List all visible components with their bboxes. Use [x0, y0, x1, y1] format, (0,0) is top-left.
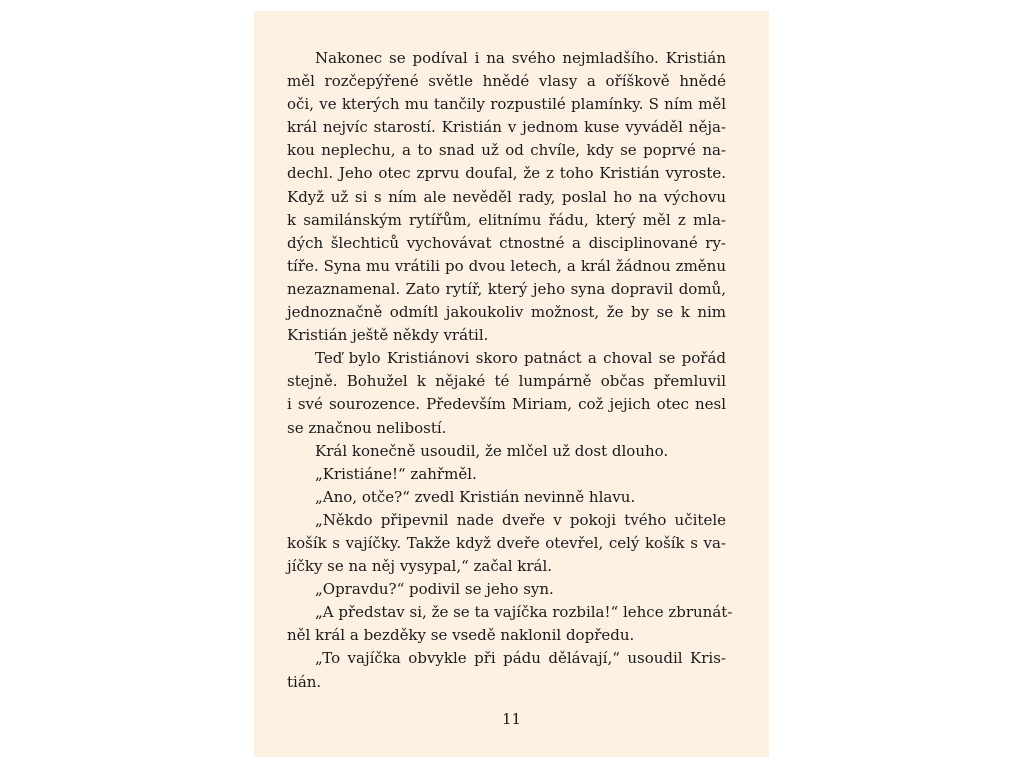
text-line: král nejvíc starostí. Kristián v jednom kuse vyváděl něja- — [287, 118, 726, 137]
book-page — [254, 11, 769, 757]
text-line: Když už si s ním ale nevěděl rady, poslal ho na výchovu — [287, 187, 726, 206]
text-line: Král konečně usoudil, že mlčel už dost dlouho. — [315, 441, 669, 460]
text-line: „Ano, otče?“ zvedl Kristián nevinně hlavu. — [315, 487, 636, 506]
page-number: 11 — [501, 710, 522, 728]
text-line: něl král a bezděky se vsedě naklonil dopředu. — [287, 626, 635, 645]
text-line: tián. — [287, 672, 322, 691]
text-line: Nakonec se podíval i na svého nejmladšího. Kristián — [315, 49, 726, 67]
text-line: dých šlechticů vychovávat ctnostné a disciplinované ry- — [287, 233, 726, 252]
text-line: „A představ si, že se ta vajíčka rozbila!“ lehce zbrunát- — [315, 603, 733, 622]
text-line: jednoznačně odmítl jakoukoliv možnost, že by se k nim — [287, 303, 726, 322]
text-line: nezaznamenal. Zato rytíř, který jeho syna dopravil domů, — [287, 279, 726, 298]
text-line: „Kristiáne!“ zahřměl. — [315, 464, 477, 483]
text-line: tíře. Syna mu vrátili po dvou letech, a král žádnou změnu — [287, 256, 726, 275]
text-line: jíčky se na něj vysypal,“ začal král. — [287, 557, 553, 576]
text-line: „To vajíčka obvykle při pádu dělávají,“ usoudil Kris- — [315, 649, 726, 668]
text-line: se značnou nelibostí. — [287, 418, 447, 437]
text-line: Kristián ještě někdy vrátil. — [287, 326, 489, 345]
text-line: i své sourozence. Především Miriam, což jejich otec nesl — [287, 395, 726, 414]
text-line: Teď bylo Kristiánovi skoro patnáct a choval se pořád — [315, 349, 726, 368]
text-line: „Opravdu?“ podivil se jeho syn. — [315, 580, 554, 599]
text-line: dechl. Jeho otec zprvu doufal, že z toho Kristián vyroste. — [287, 164, 726, 183]
text-line: k samilánským rytířům, elitnímu řádu, který měl z mla- — [287, 210, 726, 229]
text-line: košík s vajíčky. Takže když dveře otevřel, celý košík s va- — [287, 533, 726, 552]
text-line: oči, ve kterých mu tančily rozpustilé plamínky. S ním měl — [287, 95, 726, 114]
body-text — [287, 47, 733, 694]
text-line: měl rozčepýřené světle hnědé vlasy a oříškově hnědé — [287, 72, 726, 91]
text-line: kou neplechu, a to snad už od chvíle, kdy se poprvé na- — [287, 141, 726, 160]
text-line: „Někdo připevnil nade dveře v pokoji tvého učitele — [315, 510, 726, 529]
text-line: stejně. Bohužel k nějaké té lumpárně občas přemluvil — [287, 372, 726, 391]
